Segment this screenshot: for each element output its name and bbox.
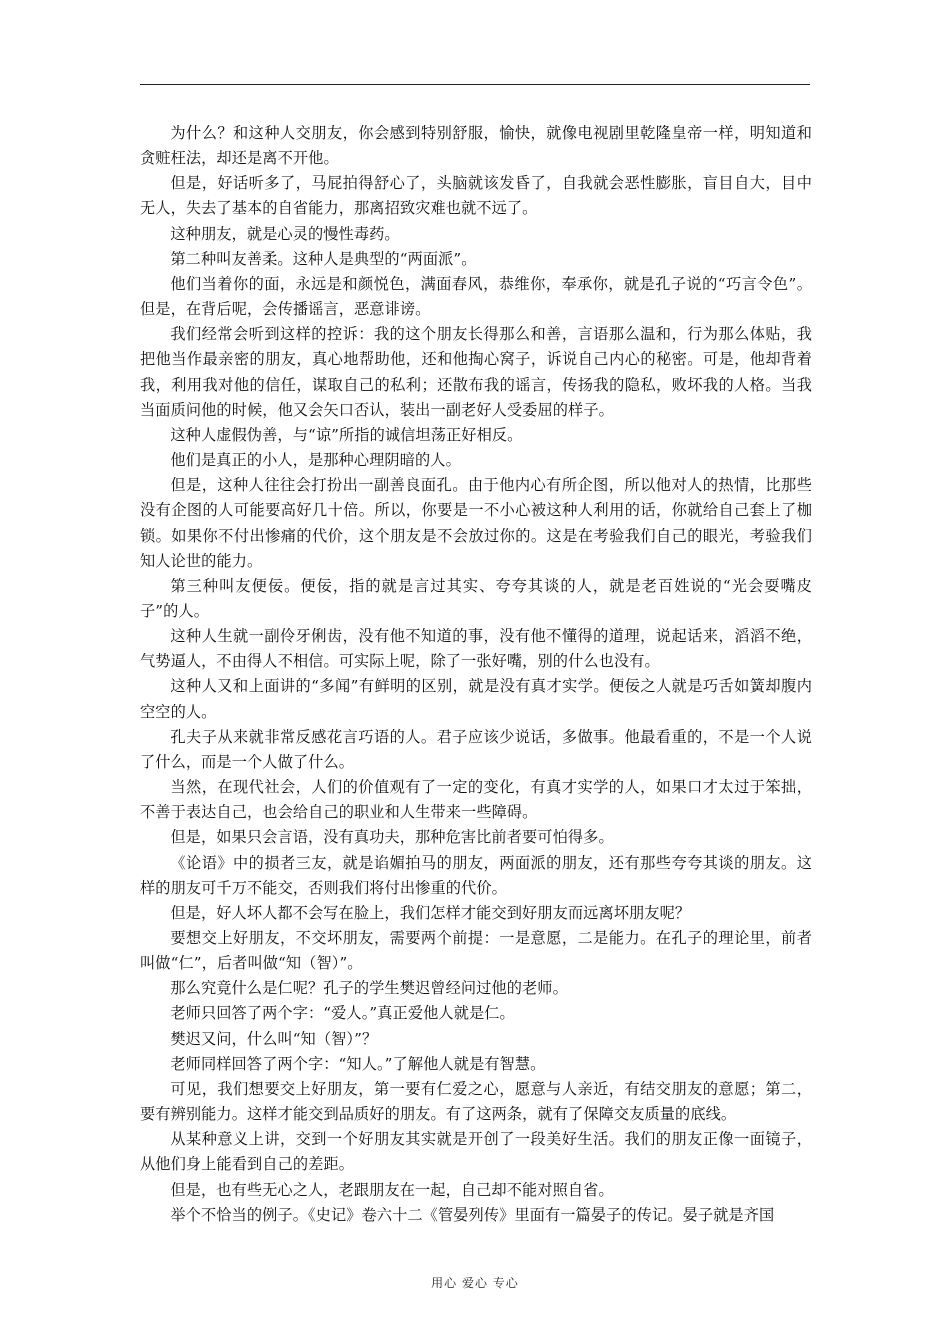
paragraph: 第二种叫友善柔。这种人是典型的“两面派”。 (170, 249, 477, 268)
paragraph: 要想交上好朋友，不交坏朋友，需要两个前提：一是意愿，二是能力。在孔子的理论里，前者叫做“仁”，后者叫做“知（智）”。 (140, 929, 812, 973)
paragraph: 那么究竟什么是仁呢？孔子的学生樊迟曾经问过他的老师。 (170, 979, 568, 998)
paragraph: 从某种意义上讲，交到一个好朋友其实就是开创了一段美好生活。我们的朋友正像一面镜子，从他们身上能看到自己的差距。 (140, 1130, 812, 1174)
paragraph: 他们是真正的小人，是那种心理阴暗的人。 (170, 451, 461, 470)
paragraph: 但是，如果只会言语，没有真功夫，那种危害比前者要可怕得多。 (170, 828, 614, 847)
paragraph: 我们经常会听到这样的控诉：我的这个朋友长得那么和善，言语那么温和，行为那么体贴，我把他当作最亲密的朋友，真心地帮助他，还和他掏心窝子，诉说自己内心的秘密。可是，他却背着我，利用我对他的信任，谋取自己的私利；还散布我的谣言，传扬我的隐私，败坏我的人格。当我当面质问他的时候，他又会矢口否认，装出一副老好人受委屈的样子。 (140, 325, 812, 419)
paragraph: 举个不恰当的例子。《史记》卷六十二《管晏列传》里面有一篇晏子的传记。晏子就是齐国 (170, 1205, 775, 1224)
paragraph: 但是，也有些无心之人，老跟朋友在一起，自己却不能对照自省。 (170, 1180, 614, 1199)
paragraph: 但是，好人坏人都不会写在脸上，我们怎样才能交到好朋友而远离坏朋友呢？ (170, 903, 691, 922)
paragraph: 孔夫子从来就非常反感花言巧语的人。君子应该少说话，多做事。他最看重的，不是一个人说了什么，而是一个人做了什么。 (140, 727, 812, 771)
paragraph: 这种人虚假伪善，与“谅”所指的诚信坦荡正好相反。 (170, 425, 523, 444)
paragraph: 《论语》中的损者三友，就是谄媚拍马的朋友，两面派的朋友，还有那些夸夸其谈的朋友。这样的朋友可千万不能交，否则我们将付出惨重的代价。 (140, 853, 812, 897)
paragraph: 可见，我们想要交上好朋友，第一要有仁爱之心，愿意与人亲近，有结交朋友的意愿；第二，要有辨别能力。这样才能交到品质好的朋友。有了这两条，就有了保障交友质量的底线。 (140, 1079, 812, 1124)
paragraph: 老师同样回答了两个字：“知人。”了解他人就是有智慧。 (170, 1054, 546, 1073)
paragraph: 他们当着你的面，永远是和颜悦色，满面春风，恭维你，奉承你，就是孔子说的“巧言令色”。但是，在背后呢，会传播谣言，恶意诽谤。 (140, 274, 812, 319)
paragraph: 樊迟又问，什么叫“知（智）”？ (170, 1029, 378, 1048)
paragraph: 这种人生就一副伶牙俐齿，没有他不知道的事，没有他不懂得的道理，说起话来，滔滔不绝，气势逼人，不由得人不相信。可实际上呢，除了一张好嘴，别的什么也没有。 (140, 627, 812, 671)
page-footer: 用心 爱心 专心 (431, 1276, 519, 1290)
header-rule (140, 84, 810, 85)
paragraph: 这种朋友，就是心灵的慢性毒药。 (170, 224, 400, 243)
paragraph: 为什么？和这种人交朋友，你会感到特别舒服，愉快，就像电视剧里乾隆皇帝一样，明知道和贪赃枉法，却还是离不开他。 (140, 124, 812, 168)
paragraph: 这种人又和上面讲的“多闻”有鲜明的区别，就是没有真才实学。便佞之人就是巧舌如簧却腹内空空的人。 (140, 677, 812, 721)
paragraph: 但是，好话听多了，马屁拍得舒心了，头脑就该发昏了，自我就会恶性膨胀，盲目自大，目中无人，失去了基本的自省能力，那离招致灾难也就不远了。 (140, 174, 812, 218)
document-body (140, 121, 812, 1228)
paragraph: 第三种叫友便佞。便佞，指的就是言过其实、夸夸其谈的人，就是老百姓说的“光会耍嘴皮子”的人。 (140, 576, 812, 620)
paragraph: 但是，这种人往往会打扮出一副善良面孔。由于他内心有所企图，所以他对人的热情，比那些没有企图的人可能要高好几十倍。所以，你要是一不小心被这种人利用的话，你就给自己套上了枷锁。如果你不付出惨痛的代价，这个朋友是不会放过你的。这是在考验我们自己的眼光，考验我们知人论世的能力。 (140, 476, 812, 570)
paragraph: 当然，在现代社会，人们的价值观有了一定的变化，有真才实学的人，如果口才太过于笨拙，不善于表达自己，也会给自己的职业和人生带来一些障碍。 (140, 778, 812, 822)
paragraph: 老师只回答了两个字：“爱人。”真正爱他人就是仁。 (170, 1004, 515, 1023)
